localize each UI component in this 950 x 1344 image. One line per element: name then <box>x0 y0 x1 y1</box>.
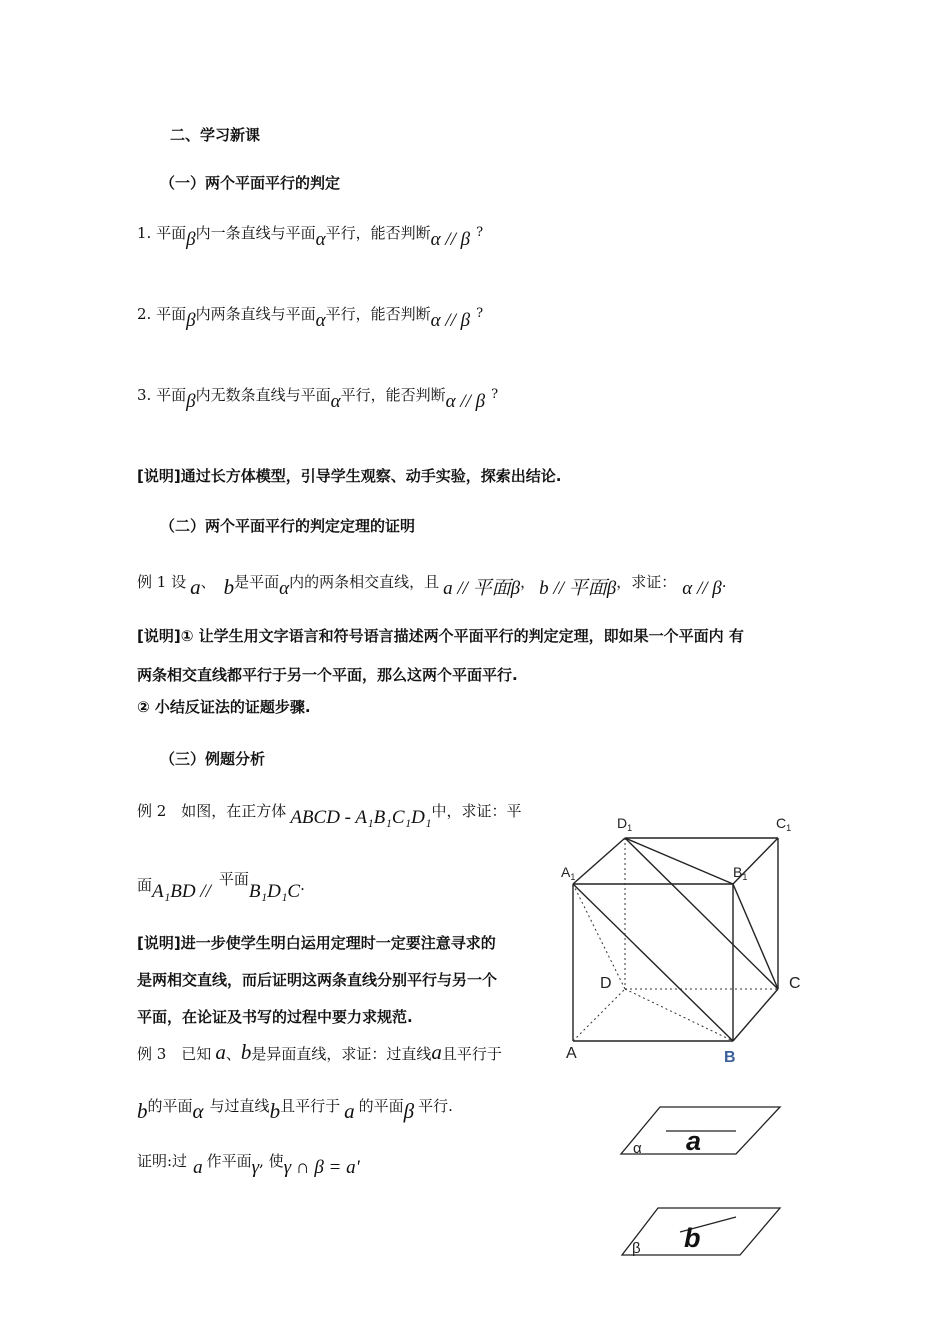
label-c1: C <box>776 815 787 831</box>
label-a: A <box>566 1045 577 1062</box>
question-3: 3. 平面β内无数条直线与平面α平行，能否判断α // β ? <box>137 386 499 412</box>
label-c: C <box>789 975 801 992</box>
example-2-line-1: 例 2 如图，在正方体 ABCD - A₁B₁C₁D₁中，求证：平 <box>137 802 522 828</box>
example-1: 例 1 设 a、 b是平面α内的两条相交直线，且 a // 平面β， b // 平面β，求证： α // β. <box>137 573 727 599</box>
subsection-2-title: （二）两个平面平行的判定定理的证明 <box>160 517 416 535</box>
note-3-line-2: 是两相交直线，而后证明这两条直线分别平行与另一个 <box>137 971 498 989</box>
plane-beta-line-label: b <box>684 1223 701 1253</box>
svg-text:D1: $D_1$ <box>617 815 633 833</box>
note-3-line-3: 平面，在论证及书写的过程中要力求规范. <box>137 1008 413 1026</box>
subsection-3-title: （三）例题分析 <box>160 750 266 768</box>
label-b: B <box>724 1049 736 1066</box>
svg-text:B1: $B_1$ <box>733 864 748 882</box>
example-3-line-2: b的平面α 与过直线b且平行于 a 的平面β 平行. <box>137 1097 453 1123</box>
label-b1: B <box>733 864 743 880</box>
subsection-1-title: （一）两个平面平行的判定 <box>160 174 341 192</box>
svg-text:A1: $A_1$ <box>561 864 576 882</box>
section-title: 二、学习新课 <box>170 126 261 144</box>
label-d1: D <box>617 815 628 831</box>
proof-line: 证明:过 a 作平面γ, 使γ ∩ β = a' <box>137 1152 360 1178</box>
example-2-line-2: 面A₁BD //平面B₁D₁C. <box>137 870 305 902</box>
label-d: D <box>600 975 612 992</box>
plane-beta <box>622 1208 780 1255</box>
label-a1: A <box>561 864 571 880</box>
example-3-line-1: 例 3 已知 a、b是异面直线，求证：过直线a且平行于 <box>137 1040 502 1064</box>
note-1: [说明]通过长方体模型，引导学生观察、动手实验，探索出结论. <box>137 467 562 485</box>
plane-alpha-label: α <box>633 1140 642 1157</box>
question-2: 2. 平面β内两条直线与平面α平行，能否判断α // β ? <box>137 305 484 331</box>
note-2-line-1: [说明]① 让学生用文字语言和符号语言描述两个平面平行的判定定理，即如果一个平面内 有 <box>137 627 744 645</box>
question-1: 1. 平面β内一条直线与平面α平行，能否判断α // β ? <box>137 224 484 250</box>
plane-beta-label: β <box>632 1240 641 1257</box>
note-2-line-2: 两条相交直线都平行于另一个平面，那么这两个平面平行. <box>137 666 518 684</box>
note-2-line-3: ② 小结反证法的证题步骤. <box>137 698 311 716</box>
note-3-line-1: [说明]进一步使学生明白运用定理时一定要注意寻求的 <box>137 934 496 952</box>
svg-text:C1: $C_1$ <box>776 815 792 833</box>
plane-alpha-line-label: a <box>686 1126 702 1156</box>
